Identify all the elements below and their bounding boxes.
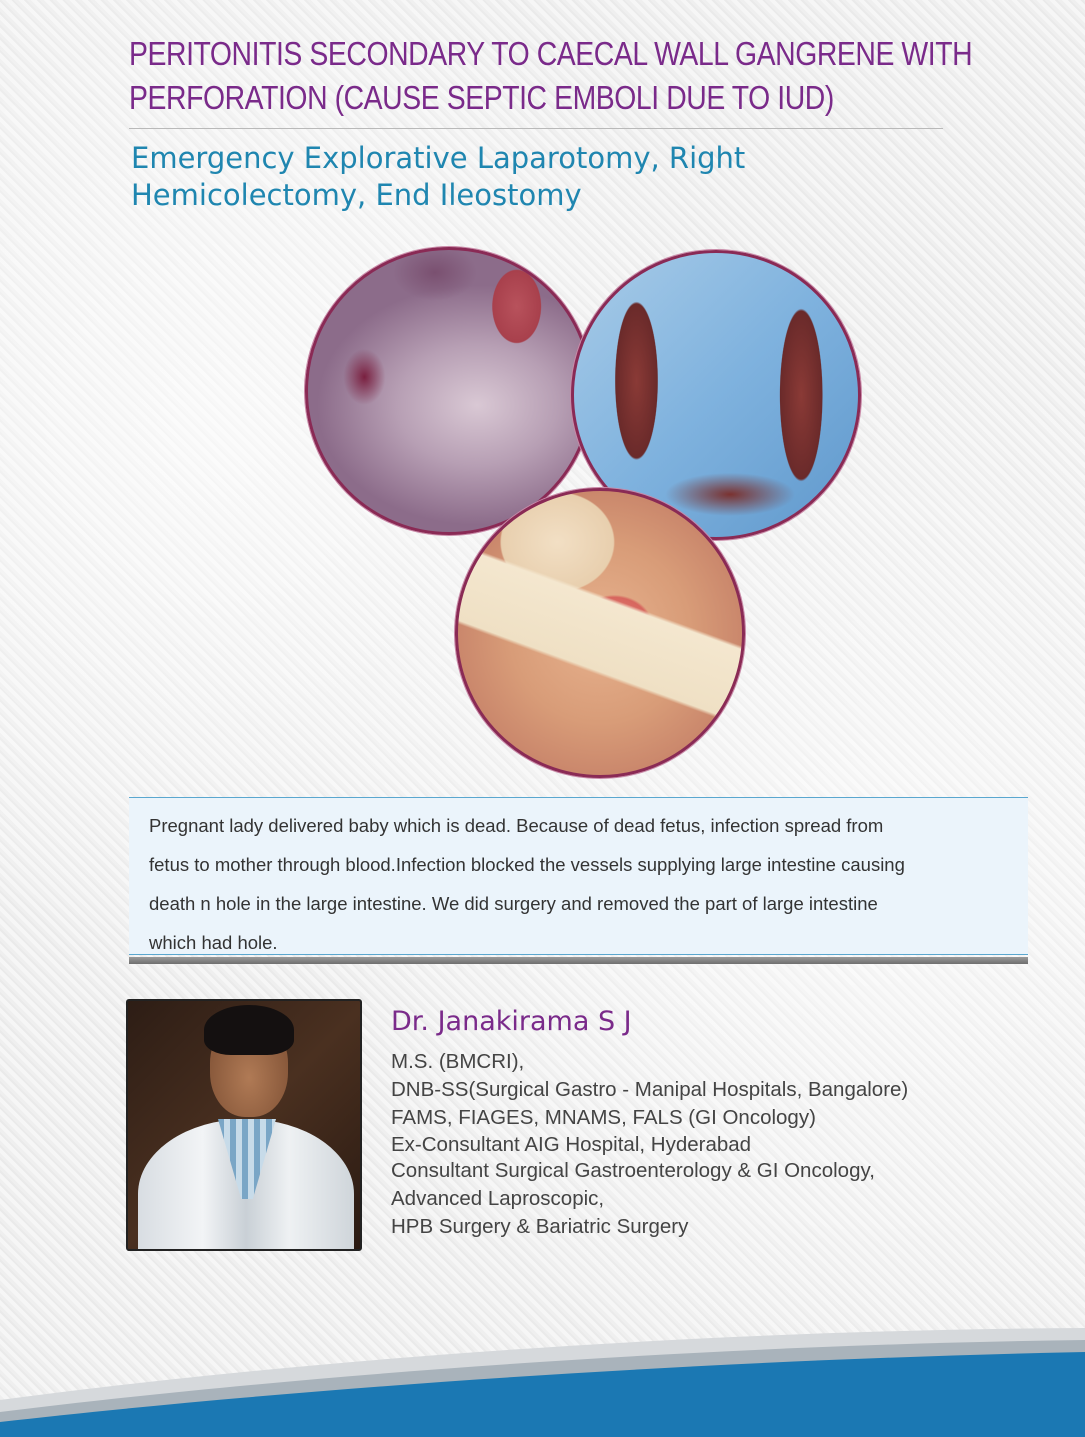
surgical-photo-perforation [455, 488, 745, 778]
case-description-box [129, 797, 1028, 955]
doctor-credentials [391, 1048, 1031, 1241]
footer-wave [0, 1300, 1085, 1437]
description-line-2: fetus to mother through blood.Infection blocked the vessels supplying large intestine causing [149, 854, 905, 875]
subtitle-line-1: Emergency Explorative Laparotomy, Right [131, 141, 746, 175]
subtitle-line-2: Hemicolectomy, End Ileostomy [131, 178, 582, 212]
credential-line: Ex-Consultant AIG Hospital, Hyderabad [391, 1133, 752, 1156]
procedure-subtitle [131, 140, 951, 214]
doctor-name: Dr. Janakirama S J [391, 1006, 632, 1037]
title-line-1: PERITONITIS SECONDARY TO CAECAL WALL GANGRENE WITH [129, 35, 973, 72]
doctor-portrait [126, 999, 362, 1251]
page-title [129, 32, 1006, 120]
credential-line: M.S. (BMCRI), [391, 1050, 525, 1073]
title-divider [129, 128, 943, 129]
portrait-hair [204, 1005, 294, 1055]
description-line-4: which had hole. [149, 932, 278, 953]
credential-line: Consultant Surgical Gastroenterology & GI Oncology, [391, 1159, 875, 1182]
credential-line: FAMS, FIAGES, MNAMS, FALS (GI Oncology) [391, 1106, 816, 1129]
description-line-1: Pregnant lady delivered baby which is dead. Because of dead fetus, infection spread from [149, 815, 884, 836]
title-line-2: PERFORATION (CAUSE SEPTIC EMBOLI DUE TO IUD) [129, 79, 834, 116]
credential-line: HPB Surgery & Bariatric Surgery [391, 1215, 689, 1238]
credential-line: Advanced Laproscopic, [391, 1187, 605, 1210]
credential-line: DNB-SS(Surgical Gastro - Manipal Hospitals, Bangalore) [391, 1078, 909, 1101]
description-line-3: death n hole in the large intestine. We did surgery and removed the part of large intestine [149, 893, 878, 914]
description-divider-bar [129, 957, 1028, 964]
surgical-photo-peritoneum [305, 247, 593, 535]
